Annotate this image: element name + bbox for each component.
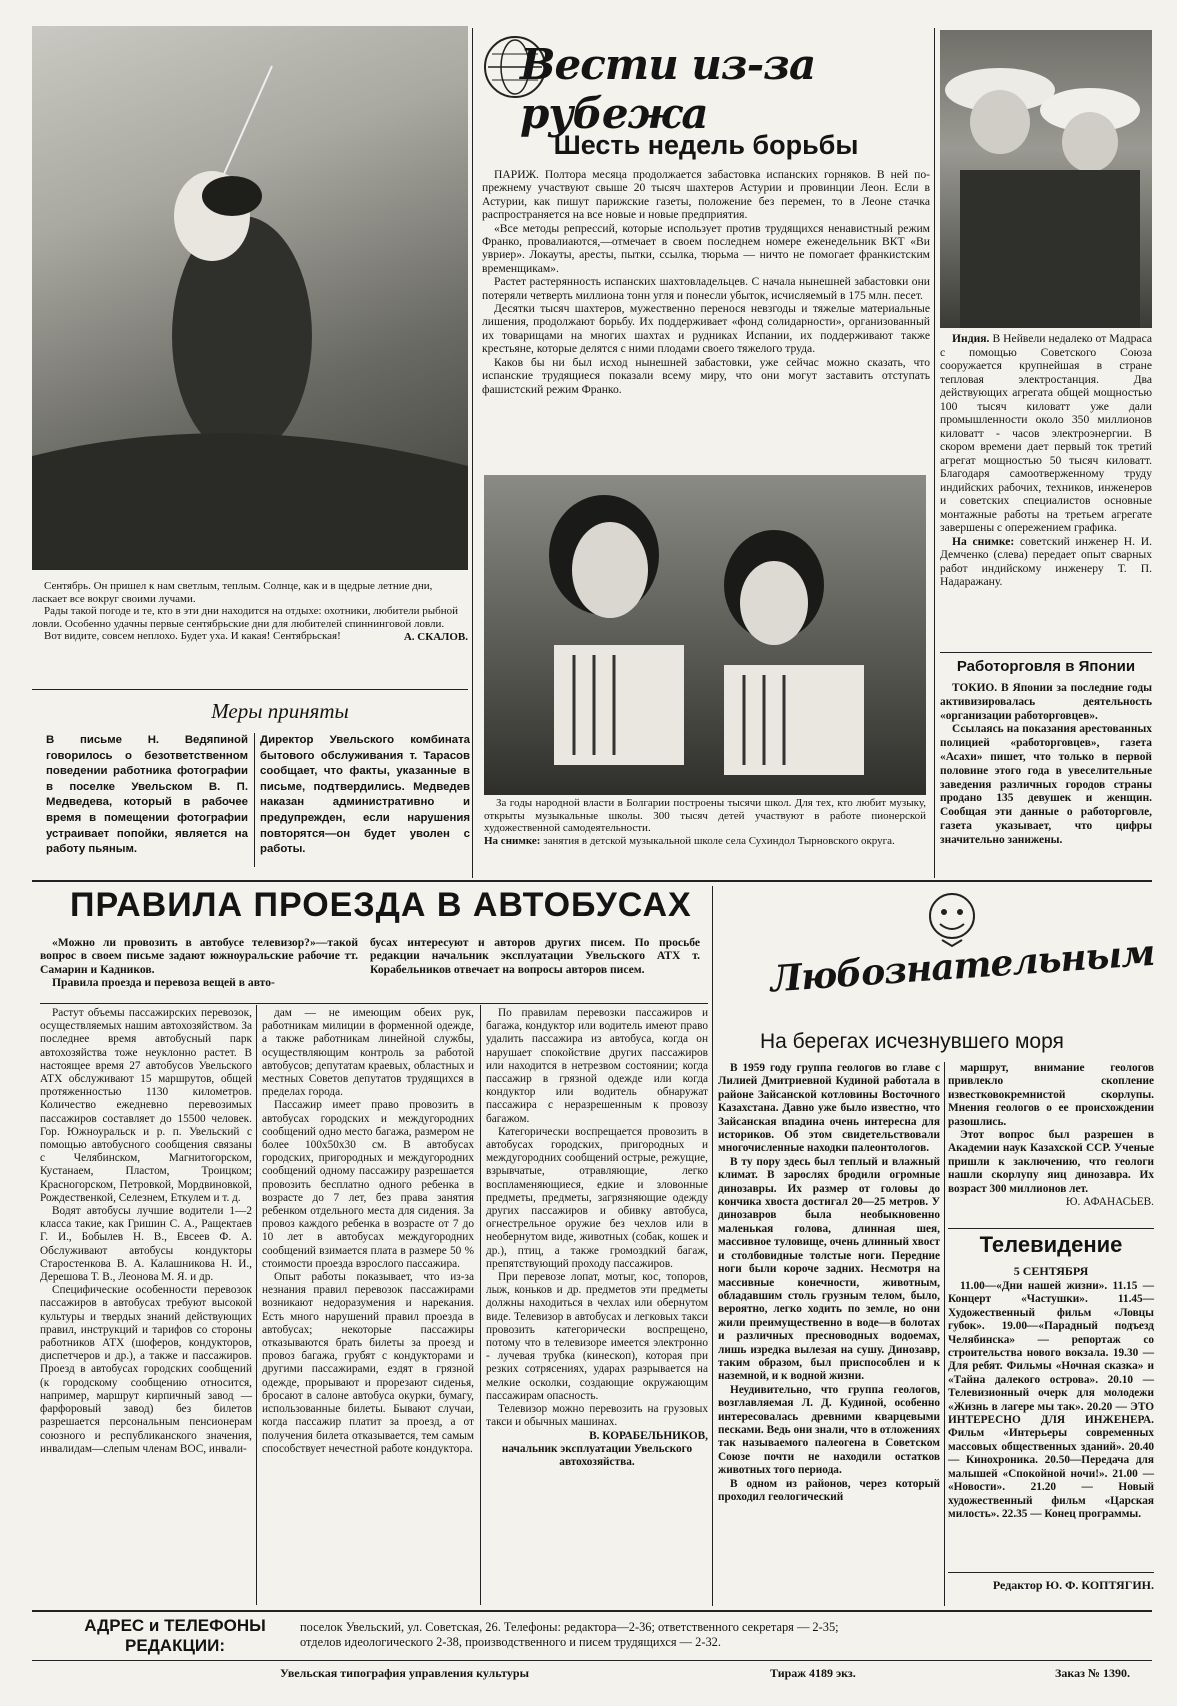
column-rule xyxy=(712,886,713,1606)
caption-paragraph: Рады такой погоде и те, кто в эти дни находится на отдыхе: охотники, любители рыбной ловли. Особенно удачны первые сентябрьские дни для любителей спиннинговой ловли. xyxy=(32,605,459,630)
order-number: Заказ № 1390. xyxy=(1055,1666,1130,1680)
india-lead: Индия. xyxy=(952,332,990,345)
tv-date: 5 СЕНТЯБРЯ xyxy=(1013,1264,1089,1278)
foreign-article xyxy=(482,168,930,396)
curious-headline: На берегах исчезнувшего моря xyxy=(760,1030,1064,1053)
bus-column-2: дам — не имеющим обеих рук, работникам милиции в форменной одежде, а также работникам линейной службы, осуществляющим контроль за работой автобусов; депутатам краевых, областных и местных Советов депутатов трудящихся в пределах города. Пассажир имеет право провозить в автобусах городских и междугородних сообщений одно место багажа, размером не более 100х50х30 см. В автобусах городских, пригородных и междугородних сообщений одному пассажиру разрешается провозить бесплатно одного ребенка в возрасте до 7 лет, без права занятия ребенком отдельного места для сидения. За провоз каждого ребенка в возрасте от 7 до 10 лет в автобусах междугородних сообщений взимается плата в размере 50 % стоимости проезда взрослого пассажира. Опыт работы показывает, что из-за незнания правил перевозок пассажирами возникают недоразумения и нарекания. Есть много нарушений правил проезда в автобусах; некоторые пассажиры отказываются брать билеты за проезд и провоз багажа, грубят с кондукторами и другими пассажирами, ездят в грязной одежде, прорывают и прорезают сиденья, бросают в салоне автобуса окурки, бумагу, использованные билеты. Бывают случаи, когда пассажир платит за проезд, а от получения билета отказывается, тем самым способствует нечестной работе кондуктора. xyxy=(262,1007,474,1455)
bus-intro-left: «Можно ли провозить в автобусе телевизор?»—такой вопрос в своем письме задают южноуральские рабочие тт. Самарин и Кадников. Правила проезда и перевоза вещей в авто- xyxy=(40,936,358,990)
column-rule xyxy=(934,28,935,878)
column-rule xyxy=(472,28,473,878)
article-paragraph: «Все методы репрессий, которые использует против трудящихся ненавистный режим Франко, провалиаются,—отмечает в своем последнем номере еженедельник ВКТ «Ви увриер». Локауты, аресты, пытки, ссылка, тюрьма — ничто не помогает франкистским временщикам». xyxy=(482,221,930,275)
bus-column-1: Растут объемы пассажирских перевозок, осуществляемых нашим автохозяйством. За последнее время автобусный парк автохозяйства тоже неуклонно растет. В настоящее время 27 автобусов Увельского АТХ обслуживают 15 маршрутов, общей протяженностью 1130 километров. Количество ежедневно перевозимых пассажиров составляет до 15500 человек. Гор. Южноуральск и р. п. Увельский с помощью автобусного сообщения связаны с Челябинском, Магнитогорском, Кустанаем, Пластом, Троицком; Красногорском, Петровкой, Мордвиновкой, Рождественкой, Селезнем, Еткулем и т. д. Водят автобусы лучшие водители 1—2 класса такие, как Гришин С. А., Ращектаев Г. И., Бобылев Н. В., Евсеев Ф. А. Обслуживают автобусы кондукторы Старостенкова В. А. Калашникова Н. И., Дерешова Т. В., Леонова М. Я. и др. Специфические особенности перевозок пассажиров в автобусах требуют высокой культуры и твердых знаний действующих правил, инструкций и тарифов со стороны работников АТХ (шоферов, кондукторов, диспетчеров и др.), а также и пассажиров. Проезд в автобусах городских сообщений (к городскому сообщению относится, например, маршрут кирпичный завод — фарфоровый завод) без билетов разрешается персональным пенсионерам союзного и республиканского значения, инвалидам—слепым членам ВОС, инвали- xyxy=(40,1007,252,1455)
music-school-photo xyxy=(484,475,926,795)
caption-paragraph: Вот видите, совсем неплохо. Будет уха. И какая! Сентябрьская! xyxy=(44,630,341,643)
section-rule xyxy=(32,880,1152,882)
article-paragraph: Растет растерянность испанских шахтовладельцев. С начала нынешней забастовки они потеряли четверть миллиона тонн угля и понесли убыток, исчисляемый в 175 млн. песет. xyxy=(482,275,930,302)
address-text: поселок Увельский, ул. Советская, 26. Телефоны: редактора—2-36; ответственного секретаря — 2-35; отделов идеологического 2-38, производственного и писем трудящихся — 2-32. xyxy=(300,1620,839,1649)
footer-rule xyxy=(32,1610,1152,1612)
footer-rule xyxy=(32,1660,1152,1661)
snapshot-label: На снимке: xyxy=(952,534,1015,548)
japan-text xyxy=(940,682,1152,848)
snapshot-text: занятия в детской музыкальной школе села Сухиндол Тырновского округа. xyxy=(543,834,895,847)
curious-author: Ю. АФАНАСЬЕВ. xyxy=(1065,1196,1154,1209)
india-photo xyxy=(940,30,1152,328)
curious-rubric: Любознательным xyxy=(768,931,1156,1001)
circulation: Тираж 4189 экз. xyxy=(770,1666,856,1680)
address-label: АДРЕС и ТЕЛЕФОНЫ РЕДАКЦИИ: xyxy=(84,1616,266,1655)
bus-intro-right: бусах интересуют и авторов других писем. По просьбе редакции начальник эксплуатации Увельского АТХ т. Корабельников отвечает на вопросы авторов писем. xyxy=(370,936,700,976)
face-icon xyxy=(920,890,984,950)
snapshot-label: На снимке: xyxy=(484,834,541,847)
divider xyxy=(948,1228,1154,1229)
japan-title: Работорговля в Японии xyxy=(956,658,1136,675)
divider xyxy=(948,1572,1154,1573)
curious-column-1: В 1959 году группа геологов во главе с Лилией Дмитриевной Кудиной работала в районе Зайсанской котловины Восточного Казахстана. Давно уже было известно, что Зайсанская впадина очень интересна для историков. Об этом свидетельствовали многочисленные находки палеонтологов. В ту пору здесь был теплый и влажный климат. В зарослях бродили огромные динозавры. Их размер от головы до кончика хвоста достигал 20—25 метров. У динозавров была необыкновенно маленькая голова, длинная шея, массивное туловище, очень длинный хвост и столбовидные толстые ноги. Передние ноги были короче задних. Несмотря на массивные конечности, животным, обладавшим столь грузным телом, было, вероятно, легко ходить по земле, но они жили преимущественно в воде—в болотах и различных пресноводных водоемах, лишь изредка вылезая на сушу. Динозавр, таким образом, был приспособлен и к наземной, и к водной жизни. Неудивительно, что группа геологов, возглавляемая Л. Д. Кудиной, особенно интересовалась древними кварцевыми песками. Ведь они знали, что в отложениях так называемого палеогена в Советском Союзе почти не находили остатков животных того периода. В одном из районов, через который проходил геологический xyxy=(718,1062,940,1503)
measures-title: Меры приняты xyxy=(211,699,349,723)
bus-headline: ПРАВИЛА ПРОЕЗДА В АВТОБУСАХ xyxy=(70,886,692,924)
bus-author: В. КОРАБЕЛЬНИКОВ, xyxy=(589,1429,708,1442)
bus-column-3: По правилам перевозки пассажиров и багажа, кондуктор или водитель имеют право удалить пассажира из автобуса, когда он нарушает спокойствие других пассажиров или находится в нетрезвом состоянии; когда пассажир в грязной одежде или когда кондуктор или водитель обнаружат пассажира с неразрешенным к провозу багажом. Категорически воспрещается провозить в автобусах городских, пригородных и междугородних сообщений острые, режущие, взрывчатые, отравляющие, легко воспламеняющиеся, едкие и зловонные предметы, предметы, загрязняющие одежду других пассажиров и обивку автобуса, огнестрельное оружие без чехлов или в необернутом виде, животных (собак, кошек и др.), птиц, а также громоздкий багаж, препятствующий проходу пассажиров. При перевозе лопат, мотыг, кос, топоров, лыж, коньков и др. предметов эти предметы должны находиться в чехлах или обернутом виде. Телевизор в автобусах и легковых такси провозить категорически воспрещено, потому что в телевизоре имеется электронно - лучевая трубка (кинескоп), которая при резких сотрясениях, ударах разрывается на мелкие осколки, создающие окружающим пассажирам опасность. Телевизор можно перевозить на грузовых такси и обычных машинах. В. КОРАБЕЛЬНИКОВ, начальник эксплуатации Увельского автохозяйства. xyxy=(486,1007,708,1468)
divider xyxy=(32,689,468,690)
foreign-rubric: Вести из-за рубежа xyxy=(520,40,816,138)
caption-author: А. СКАЛОВ. xyxy=(403,630,468,643)
snapshot-text: советский инженер Н. И. Демченко (слева) передает опыт сварных работ индийскому инженеру Т. П. Надаражану. xyxy=(940,534,1153,588)
india-text xyxy=(940,332,1152,589)
printing-house: Увельская типография управления культуры xyxy=(280,1666,529,1680)
column-rule xyxy=(256,1005,257,1605)
fisherman-illustration xyxy=(32,26,468,570)
fisherman-caption xyxy=(32,580,468,644)
measures-right-text: Директор Увельского комбината бытового обслуживания т. Тарасов сообщает, что факты, указанные в письме, подтвердились. Медведев наказан административно и предупрежден, если нарушения повторятся—он будет уволен с работы. xyxy=(260,734,470,856)
article-paragraph: Десятки тысяч шахтеров, мужественно перенося невзгоды и тяжелые материальные лишения, продолжают борьбу. Их поддерживает «фонд солидарности», организованный их товарищами на многих шахтах и рудниках Испании, их поддерживают также крестьяне, которые делятся с ними плодами своего тяжелого труда. xyxy=(482,302,930,356)
music-school-caption xyxy=(484,797,926,847)
article-paragraph: Ссылаясь на показания арестованных полицией «работорговцев», газета «Асахи» пишет, что только в первой половине этого года в увеселительные заведения различных городов страны продано 135 девушек и женщин. Сообщая эти данные о работорговле, газета указывает, что цифры значительно занижены. xyxy=(940,723,1152,846)
column-rule xyxy=(480,1005,481,1605)
bus-author-position: начальник эксплуатации Увельского автохозяйства. xyxy=(501,1442,693,1468)
divider xyxy=(254,733,255,867)
curious-column-2: маршрут, внимание геологов привлекло скопление известковокремнистой скорлупы. Мнения геологов о ее происхождении разошлись. Этот вопрос был разрешен в Академии наук Казахской ССР. Ученые пришли к заключению, что геологи нашли скорлупу яиц динозавра. Их возраст 300 миллионов лет. Ю. АФАНАСЬЕВ. xyxy=(948,1062,1154,1209)
article-paragraph: ПАРИЖ. Полтора месяца продолжается забастовка испанских горняков. В ней по-прежнему участвуют свыше 20 тысяч шахтеров Астурии и провинции Леон. Если в Астурии, как пишут парижские газеты, положение без перемен, то в Леоне стачка распространяется на все новые и новые предприятия. xyxy=(482,168,930,222)
column-rule xyxy=(944,1062,945,1606)
article-paragraph: ТОКИО. В Японии за последние годы активизировалась деятельность «организации работорговцев». xyxy=(940,682,1152,722)
india-body: В Нейвели недалеко от Мадраса с помощью Советского Союза сооружается крупнейшая в стране тепловая электростанция. Два действующих агрегата общей мощностью 100 тысяч киловатт уже дали промышленности около 350 миллионов киловатт - часов электроэнергии. В скором времени дает первый ток третий агрегат мощностью 50 тысяч киловатт. Благодаря самоотверженному труду индийских рабочих, техников, инженеров и советских специалистов основные монтажные работы на третьем агрегате завершены с опережением графика. xyxy=(940,332,1152,534)
divider xyxy=(40,1003,708,1004)
tv-program: 11.00—«Дни нашей жизни». 11.15 — Концерт «Частушки». 11.45—Художественный фильм «Ловцы губок». 19.00—«Парадный подъезд Челябинска» — репортаж со строительства нового вокзала. 19.30 — Для ребят. Фильмы «Ночная сказка» и «Тайна далекого острова». 20.10 — Телевизионный очерк для молодежи «Жизнь в лагере мы так». 20.20 — ЭТО ИНТЕРЕСНО ДЛЯ ИНЖЕНЕРА. Фильм «Интерьеры современных массовых общественных зданий». 20.40 — Кинохроника. 20.50—Передача для малышей «Спокойной ночи!». 21.00 — «Новости». 21.20 — Новый художественный фильм «Царская милость». 22.35 — Конец программы. xyxy=(948,1280,1154,1520)
tv-title: Телевидение xyxy=(979,1232,1123,1257)
article-paragraph: Каков бы ни был исход нынешней забастовки, уже сейчас можно сказать, что испанские трудящиеся показали всему миру, что они могут заставить отступать фашистский режим Франко. xyxy=(482,355,930,396)
divider xyxy=(940,652,1152,653)
editor-line: Редактор Ю. Ф. КОПТЯГИН. xyxy=(992,1578,1154,1592)
caption-text: За годы народной власти в Болгарии построены тысячи школ. Для тех, кто любит музыку, открыты музыкальные школы. 300 тысяч детей участвуют в работе пионерской художественной самодеятельности. xyxy=(484,797,926,835)
foreign-headline: Шесть недель борьбы xyxy=(553,130,859,160)
measures-left-text: В письме Н. Ведяпиной говорилось о безответственном поведении работника фотографии в поселке Увельском В. П. Медведева, который в рабочее время в помещении фотографии устраивает попойки, является на работу пьяным. xyxy=(46,734,248,856)
fisherman-photo xyxy=(32,26,468,570)
caption-paragraph: Сентябрь. Он пришел к нам светлым, теплым. Солнце, как и в щедрые летние дни, ласкает все вокруг своими лучами. xyxy=(32,580,433,605)
